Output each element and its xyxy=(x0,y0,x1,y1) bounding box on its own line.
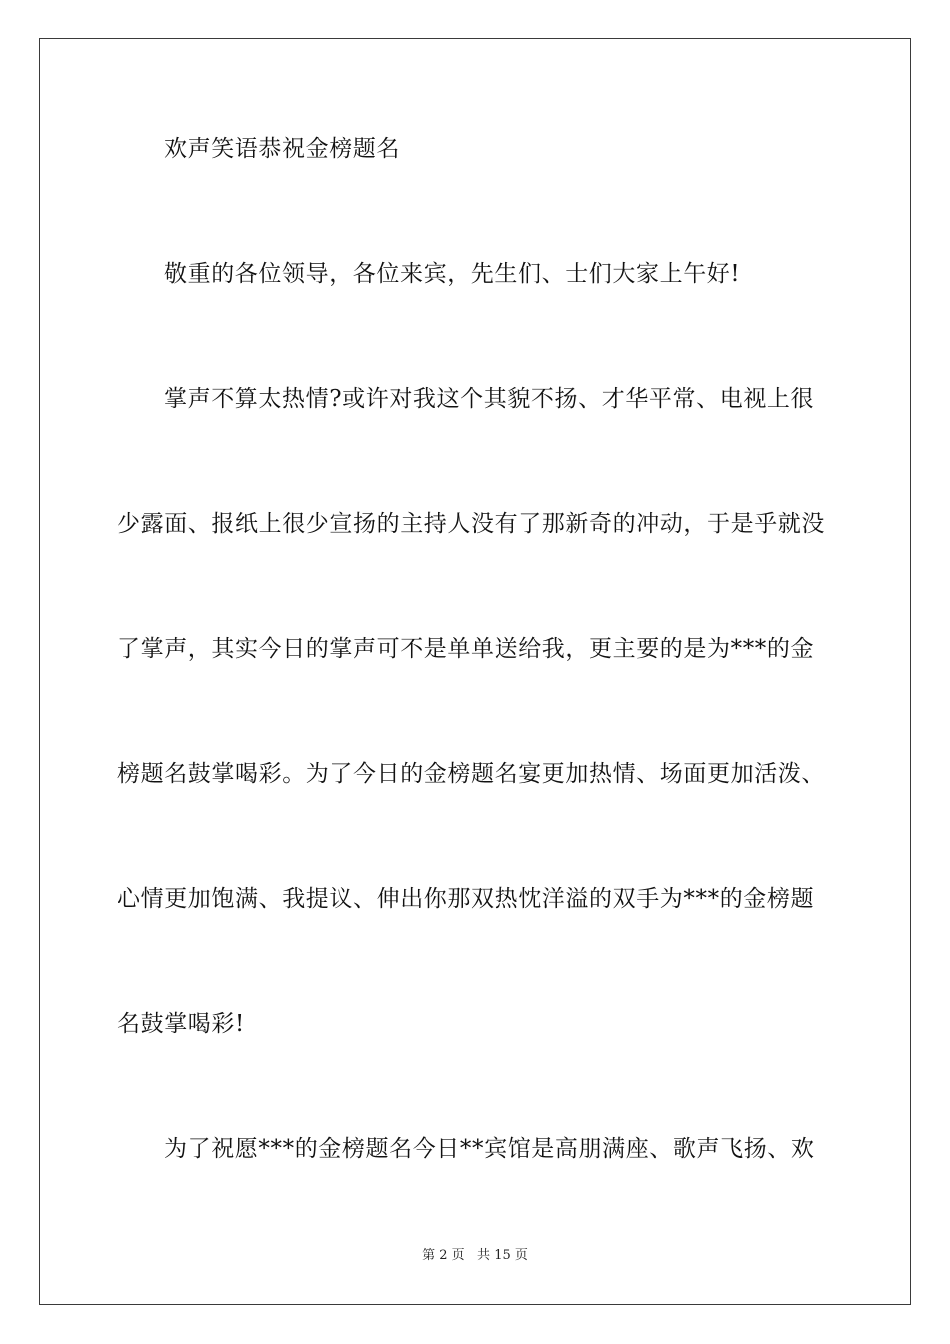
paragraph-line: 榜题名鼓掌喝彩。为了今日的金榜题名宴更加热情、场面更加活泼、 xyxy=(117,761,825,787)
paragraph-line: 了掌声，其实今日的掌声可不是单单送给我，更主要的是为***的金 xyxy=(117,636,815,662)
paragraph-line: 少露面、报纸上很少宣扬的主持人没有了那新奇的冲动，于是乎就没 xyxy=(117,511,825,537)
paragraph-line: 掌声不算太热情?或许对我这个其貌不扬、才华平常、电视上很 xyxy=(164,386,815,412)
paragraph-line: 为了祝愿***的金榜题名今日**宾馆是高朋满座、歌声飞扬、欢 xyxy=(164,1136,815,1162)
paragraph-line: 名鼓掌喝彩! xyxy=(117,1011,245,1037)
page-border xyxy=(39,38,911,1305)
document-title: 欢声笑语恭祝金榜题名 xyxy=(164,136,400,162)
page-number-footer: 第 2 页 共 15 页 xyxy=(422,1248,528,1263)
paragraph-line-greeting: 敬重的各位领导，各位来宾，先生们、士们大家上午好! xyxy=(164,261,741,287)
paragraph-line: 心情更加饱满、我提议、伸出你那双热忱洋溢的双手为***的金榜题 xyxy=(117,886,815,912)
